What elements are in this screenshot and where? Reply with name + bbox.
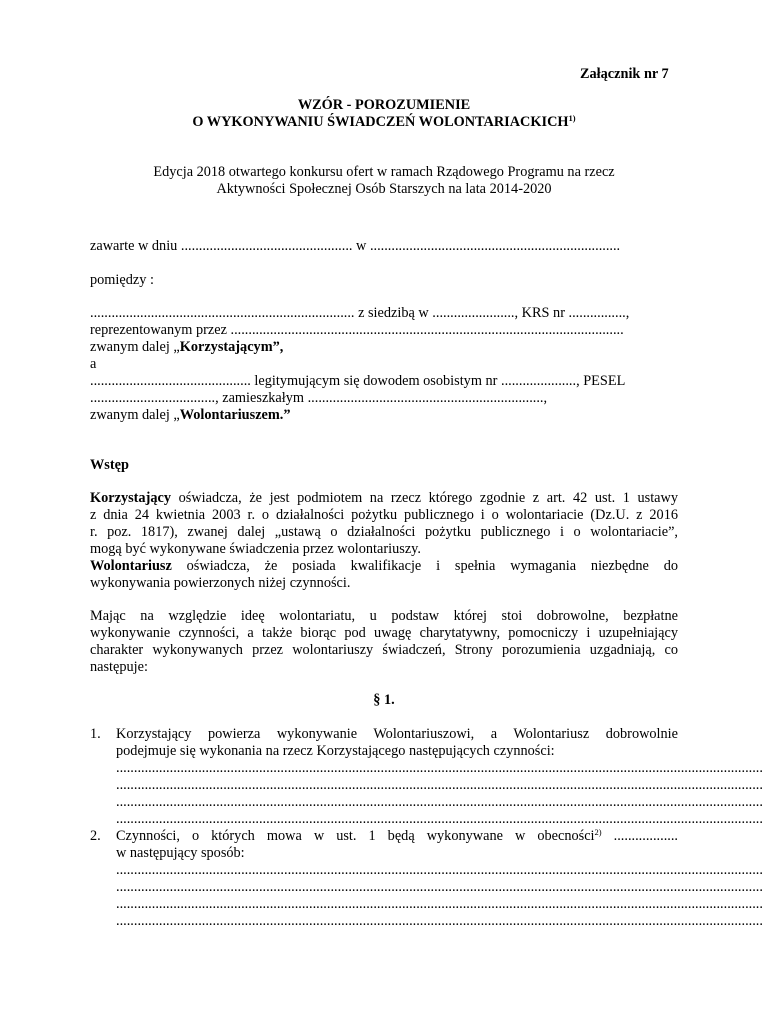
item-2-line-2: w następujący sposób: [116,845,245,861]
item-1-line-1: Korzystający powierza wykonywanie Wolontariuszowi, a Wolontariusz dobrowolnie [116,726,678,742]
footnote-ref: 2) [594,827,602,837]
fill-line: ..................................................................................................................................................................................... [116,794,763,810]
p3-line-2: wykonywanie czynności, a także biorąc pod uwagę charytatywny, pomocniczy i uzupełniający [90,625,678,641]
party2-line-1: ............................................. legitymującym się dowodem osobistym nr ....................., PESEL [90,373,626,389]
party1-line-1: .......................................................................... z siedzibą w ......................., KRS nr ................, [90,305,630,321]
item-2-number: 2. [90,828,101,844]
p3-line-3: charakter wykonywanych przez wolontariuszy świadczeń, Strony porozumienia uzgadniają, co [90,642,678,658]
section-1-heading: § 1. [373,692,395,708]
fill-line: ..................................................................................................................................................................................... [116,896,763,912]
between-label: pomiędzy : [90,272,154,288]
p3-line-1: Mając na względzie ideę wolontariatu, u podstaw której stoi dobrowolne, bezpłatne [90,608,678,624]
title-line-1: WZÓR - POROZUMIENIE [297,97,471,113]
footnote-ref: 1) [568,113,576,123]
p1-line-1: Korzystający oświadcza, że jest podmiotem na rzecz którego zgodnie z art. 42 ust. 1 ustawy [90,490,678,506]
p3-line-4: następuje: [90,659,148,675]
fill-line: ..................................................................................................................................................................................... [116,811,763,827]
intro-heading: Wstęp [90,457,129,473]
edition-line-1: Edycja 2018 otwartego konkursu ofert w ramach Rządowego Programu na rzecz [153,164,615,180]
p1-line-4: mogą być wykonywane świadczenia przez wolontariuszy. [90,541,421,557]
edition-line-2: Aktywności Społecznej Osób Starszych na lata 2014-2020 [216,181,552,197]
p1-line-2: z dnia 24 kwietnia 2003 r. o działalności pożytku publicznego i o wolontariacie (Dz.U. z 2016 [90,507,678,523]
party2-named: zwanym dalej „Wolontariuszem.” [90,407,291,423]
and-label: a [90,356,97,372]
p2-line-1: Wolontariusz oświadcza, że posiada kwalifikacje i spełnia wymagania niezbędne do [90,558,678,574]
fill-line: ..................................................................................................................................................................................... [116,862,763,878]
concluded-line: zawarte w dniu ................................................ w ...................................................................... [90,238,621,254]
fill-line: ..................................................................................................................................................................................... [116,879,763,895]
p2-line-2: wykonywania powierzonych niżej czynności. [90,575,351,591]
party2-line-2: ..................................., zamieszkałym .................................................................., [90,390,548,406]
fill-line: ..................................................................................................................................................................................... [116,913,763,929]
title-line-2: O WYKONYWANIU ŚWIADCZEŃ WOLONTARIACKICH$^{1)}$ [192,113,576,130]
fill-line: ..................................................................................................................................................................................... [116,777,763,793]
fill-line: ..................................................................................................................................................................................... [116,760,763,776]
party1-line-2: reprezentowanym przez .............................................................................................................. [90,322,624,338]
item-2-line-1: Czynności, o których mowa w ust. 1 będą wykonywane w obecności$^{2)}$ .................. [116,827,678,844]
attachment-label: Załącznik nr 7 [580,66,669,82]
p1-line-3: r. poz. 1817), zwanej dalej „ustawą o działalności pożytku publicznego i o wolontariacie”, [90,524,678,540]
item-1-number: 1. [90,726,101,742]
party1-named: zwanym dalej „Korzystającym”, [90,339,284,355]
item-1-line-2: podejmuje się wykonania na rzecz Korzystającego następujących czynności: [116,743,555,759]
